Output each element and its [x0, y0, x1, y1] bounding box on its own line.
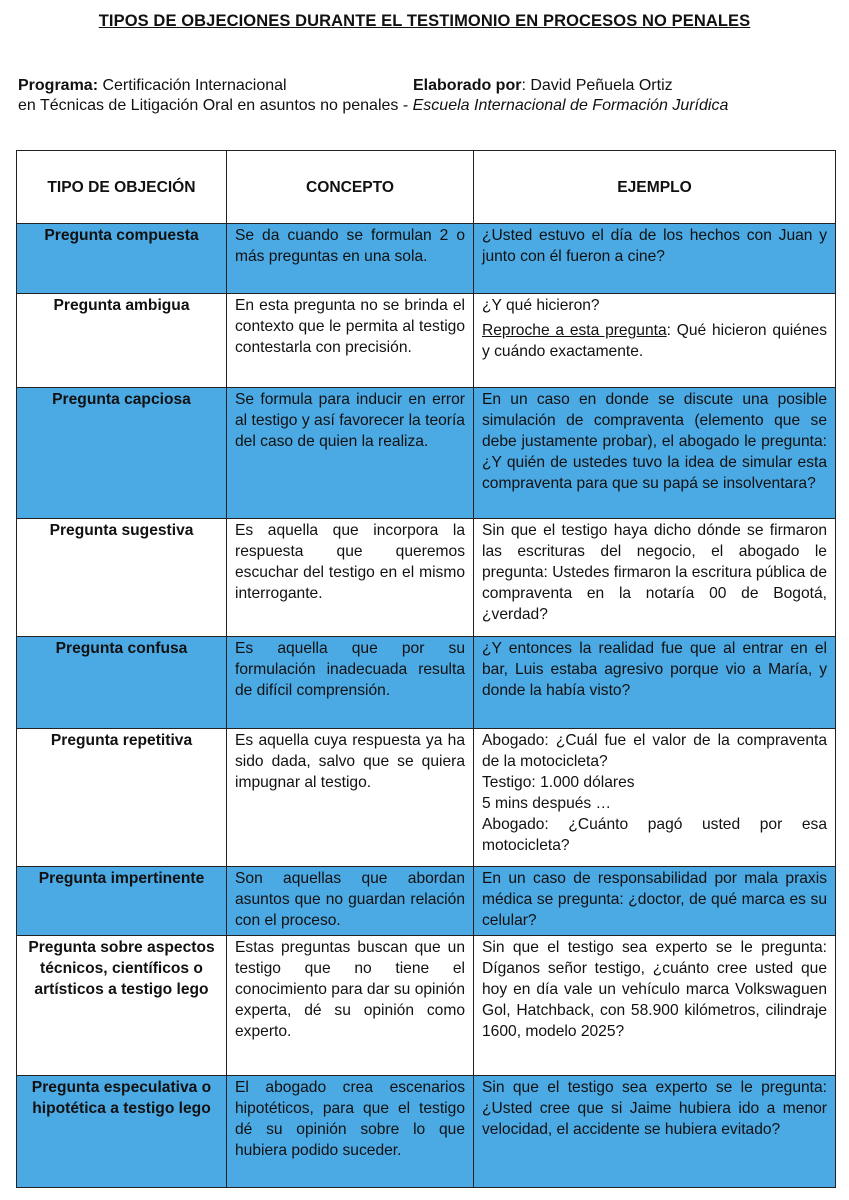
program-value: Certificación Internacional: [98, 77, 287, 94]
author-value: : David Peñuela Ortiz: [521, 77, 673, 94]
objection-concept: En esta pregunta no se brinda el contexto que le permita al testigo contestarla con precisión.: [227, 294, 474, 388]
objection-concept: Se formula para inducir en error al testigo y así favorecer la teoría del caso de quien la realiza.: [227, 388, 474, 519]
objection-example: Sin que el testigo sea experto se le pregunta: Díganos señor testigo, ¿cuánto cree usted que hoy en día vale un vehículo marca Volkswaguen Gol, Hatchback, con 58.900 kilómetros, cilindraje 1600, modelo 2025?: [474, 936, 836, 1076]
objection-type: Pregunta sugestiva: [17, 519, 227, 637]
metadata-line-2: [18, 96, 843, 116]
objection-type: Pregunta compuesta: [17, 224, 227, 294]
school-name: Escuela Internacional de Formación Jurídica: [412, 97, 729, 114]
table-row: [17, 224, 836, 294]
example-question: ¿Y qué hicieron?: [482, 297, 600, 314]
objection-concept: Es aquella cuya respuesta ya ha sido dada, salvo que se quiera impugnar al testigo.: [227, 729, 474, 867]
example-line: Abogado: ¿Cuánto pagó usted por esa motocicleta?: [482, 816, 827, 854]
objection-example: En un caso en donde se discute una posible simulación de compraventa (elemento que se debe justamente probar), el abogado le pregunta: ¿Y quién de ustedes tuvo la idea de simular esta compraventa para que su papá se insolventara?: [474, 388, 836, 519]
objections-table: [16, 150, 836, 1188]
objection-example: ¿Usted estuvo el día de los hechos con Juan y junto con él fueron a cine?: [474, 224, 836, 294]
table-header-row: [17, 151, 836, 224]
reproach-label: Reproche a esta pregunta: [482, 322, 667, 339]
objection-example: En un caso de responsabilidad por mala praxis médica se pregunta: ¿doctor, de qué marca es su celular?: [474, 867, 836, 936]
objection-type: Pregunta especulativa o hipotética a testigo lego: [17, 1076, 227, 1188]
program-label: Programa:: [18, 77, 99, 94]
reproach-text: : Qué hicieron quiénes y cuándo exactamente.: [482, 322, 827, 360]
table-row: [17, 867, 836, 936]
header-type: TIPO DE OBJECIÓN: [17, 151, 227, 224]
objection-concept: Estas preguntas buscan que un testigo que no tiene el conocimiento para dar su opinión experta, dé su opinión como experto.: [227, 936, 474, 1076]
objection-example: [474, 729, 836, 867]
author-block: [413, 76, 673, 96]
table-row: [17, 388, 836, 519]
example-line: 5 mins después …: [482, 795, 612, 812]
objection-concept: Es aquella que por su formulación inadecuada resulta de difícil comprensión.: [227, 637, 474, 729]
objection-example: Sin que el testigo sea experto se le pregunta: ¿Usted cree que si Jaime hubiera ido a menor velocidad, el accidente se hubiera evitado?: [474, 1076, 836, 1188]
program-value-continued: en Técnicas de Litigación Oral en asuntos no penales -: [18, 97, 413, 114]
objection-type: Pregunta ambigua: [17, 294, 227, 388]
author-label: Elaborado por: [413, 77, 522, 94]
objection-type: Pregunta impertinente: [17, 867, 227, 936]
objection-concept: Son aquellas que abordan asuntos que no guardan relación con el proceso.: [227, 867, 474, 936]
header-concept: CONCEPTO: [227, 151, 474, 224]
header-example: EJEMPLO: [474, 151, 836, 224]
table-row: [17, 729, 836, 867]
table-row: [17, 936, 836, 1076]
objection-concept: El abogado crea escenarios hipotéticos, para que el testigo dé su opinión sobre lo que hubiera podido suceder.: [227, 1076, 474, 1188]
objection-concept: Se da cuando se formulan 2 o más preguntas en una sola.: [227, 224, 474, 294]
document-metadata: [18, 76, 843, 116]
objection-type: Pregunta capciosa: [17, 388, 227, 519]
objection-type: Pregunta repetitiva: [17, 729, 227, 867]
example-line: Testigo: 1.000 dólares: [482, 774, 635, 791]
table-row: [17, 294, 836, 388]
objection-example: ¿Y entonces la realidad fue que al entrar en el bar, Luis estaba agresivo porque vio a María, y donde la había visto?: [474, 637, 836, 729]
objection-type: Pregunta confusa: [17, 637, 227, 729]
objection-example: Sin que el testigo haya dicho dónde se firmaron las escrituras del negocio, el abogado le pregunta: Ustedes firmaron la escritura pública de compraventa en la notaría 00 de Bogotá, ¿verdad?: [474, 519, 836, 637]
table-row: [17, 519, 836, 637]
example-line: Abogado: ¿Cuál fue el valor de la compraventa de la motocicleta?: [482, 732, 827, 770]
metadata-line-1: [18, 76, 843, 96]
document-title: TIPOS DE OBJECIONES DURANTE EL TESTIMONIO EN PROCESOS NO PENALES: [98, 12, 751, 30]
objection-type: Pregunta sobre aspectos técnicos, científicos o artísticos a testigo lego: [17, 936, 227, 1076]
example-reproach: [482, 320, 827, 362]
table-row: [17, 637, 836, 729]
table-row: [17, 1076, 836, 1188]
objection-concept: Es aquella que incorpora la respuesta que queremos escuchar del testigo en el mismo interrogante.: [227, 519, 474, 637]
objection-example: [474, 294, 836, 388]
